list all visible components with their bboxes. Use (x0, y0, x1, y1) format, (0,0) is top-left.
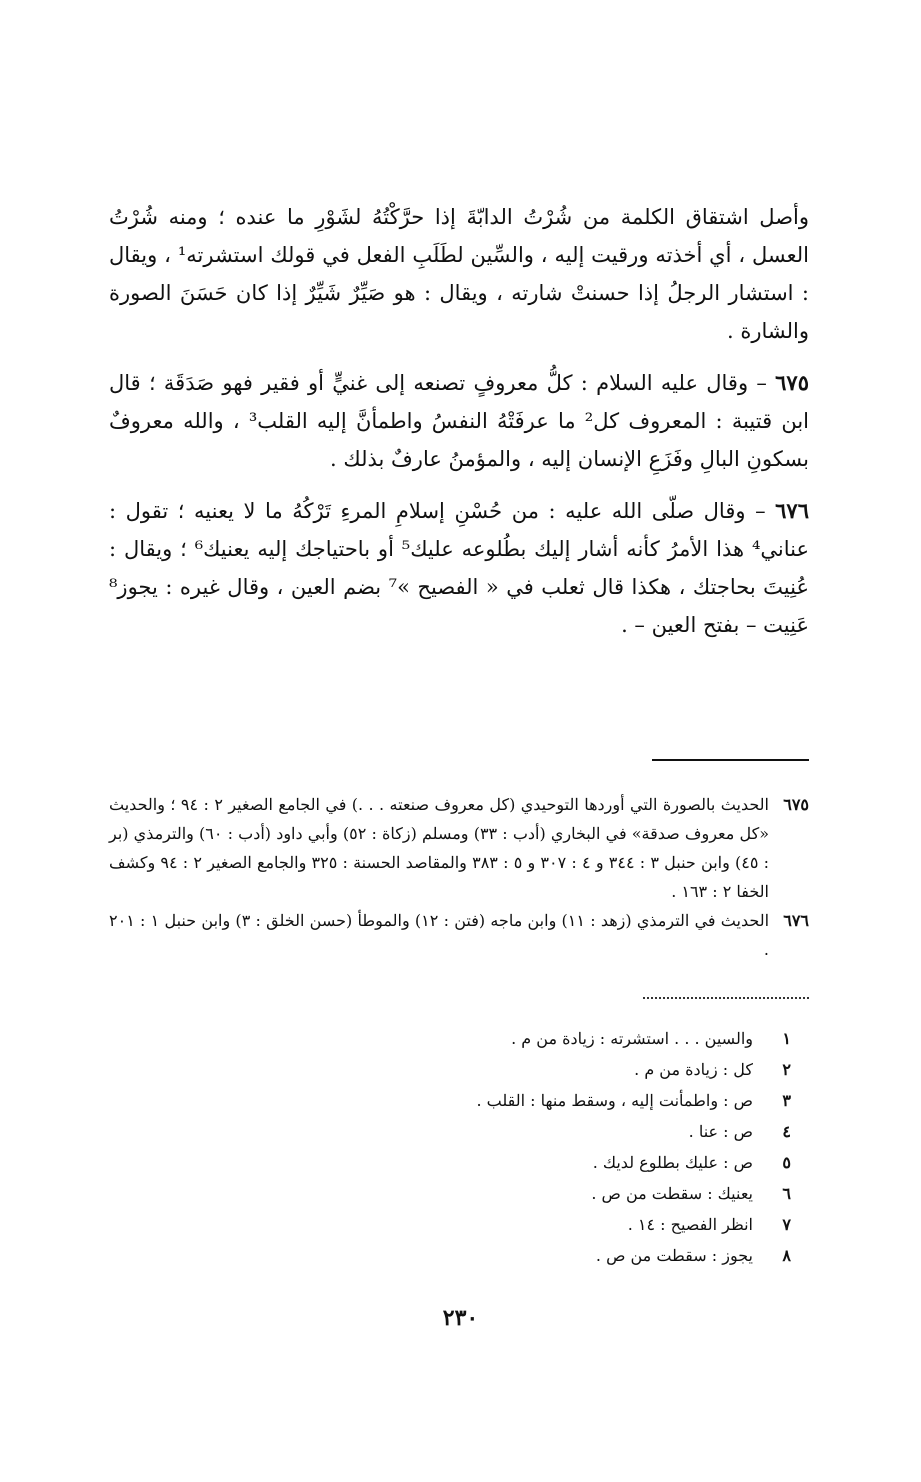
paragraph-675 (109, 364, 809, 478)
page-number: ٢٣٠ (442, 1305, 479, 1331)
footnote-number: ٤ (782, 1122, 791, 1141)
footnote-item (231, 1116, 791, 1147)
entry-text: – وقال صلّى الله عليه : من حُسْنِ إسلامِ المرءِ تَرْكُهُ ما لا يعنيه ؛ تقول : عناني⁴ هذا الأمرُ كأنه أشار إليك بطُلوعه عليك⁵ أو باحتياجك إليه يعنيك⁶ ؛ ويقال : عُنِيتَ بحاجتك ، هكذا قال ثعلب في « الفصيح »⁷ بضم العين ، وقال غيره : يجوز⁸ عَنِيت – بفتح العين – . (109, 499, 809, 637)
footnote-text: والسين . . . استشرته : زيادة من م . (511, 1029, 753, 1048)
footnote-text: كل : زيادة من م . (634, 1060, 753, 1079)
entry-number: ٦٧٥ (775, 370, 809, 395)
footnote-item (231, 1023, 791, 1054)
note-text: الحديث في الترمذي (زهد : ١١) وابن ماجه (فتن : ١٢) والموطأ (حسن الخلق : ٣) وابن حنبل ١ : ٢٠١ . (109, 911, 770, 959)
footnote-number: ٣ (782, 1091, 791, 1110)
main-text (109, 198, 809, 658)
footnote-item (231, 1209, 791, 1240)
footnote-text: ص : عليك بطلوع لديك . (592, 1153, 753, 1172)
paragraph-intro: وأصل اشتقاق الكلمة من شُرْتُ الدابّةَ إذا حرَّكْتُهُ لشَوْرِ ما عنده ؛ ومنه شُرْتُ العسل ، أي أخذته ورقيت إليه ، والسِّين لطَلَبِ الفعل في قولك استشرته¹ ، ويقال : استشار الرجلُ إذا حسنتْ شارته ، ويقال : هو صَيِّرٌ شَيِّرٌ إذا كان حَسَنَ الصورة والشارة . (109, 205, 809, 343)
footnote-text: يعنيك : سقطت من ص . (591, 1184, 753, 1203)
note-675 (109, 790, 809, 906)
footnote-item (231, 1054, 791, 1085)
footnote-item (231, 1085, 791, 1116)
note-text: الحديث بالصورة التي أوردها التوحيدي (كل معروف صنعته . . .) في الجامع الصغير ٢ : ٩٤ ؛ والحديث «كل معروف صدقة» في البخاري (أدب : ٣٣) ومسلم (زكاة : ٥٢) وأبي داود (أدب : ٦٠) والترمذي (بر : ٤٥) وابن حنبل ٣ : ٣٤٤ و ٤ : ٣٠٧ و ٥ : ٣٨٣ والمقاصد الحسنة : ٣٢٥ والجامع الصغير ٢ : ٩٤ وكشف الخفا ٢ : ١٦٣ . (109, 795, 770, 901)
entry-number: ٦٧٦ (775, 498, 809, 523)
footnotes-list (231, 1023, 791, 1271)
footnote-number: ١ (782, 1029, 791, 1048)
footnote-number: ٦ (782, 1184, 791, 1203)
footnotes-separator (643, 997, 809, 999)
note-number: ٦٧٥ (783, 795, 809, 814)
entry-text: – وقال عليه السلام : كلُّ معروفٍ تصنعه إلى غنيٍّ أو فقير فهو صَدَقَة ؛ قال ابن قتيبة : المعروف كل² ما عرفَتْهُ النفسُ واطمأنَّ إليه القلب³ ، والله معروفٌ بسكونِ البالِ وفَزَعِ الإنسان إليه ، والمؤمنُ عارفٌ بذلك . (109, 371, 809, 471)
footnote-item (231, 1240, 791, 1271)
note-number: ٦٧٦ (783, 911, 809, 930)
footnote-number: ٥ (782, 1153, 791, 1172)
footnote-number: ٢ (782, 1060, 791, 1079)
footnote-item (231, 1147, 791, 1178)
footnote-number: ٨ (782, 1246, 791, 1265)
paragraph-676 (109, 492, 809, 644)
note-676 (109, 906, 809, 964)
hadith-notes (109, 790, 809, 964)
notes-separator (652, 759, 809, 761)
footnote-text: يجوز : سقطت من ص . (595, 1246, 753, 1265)
footnote-text: ص : عنا . (688, 1122, 753, 1141)
footnote-number: ٧ (782, 1215, 791, 1234)
footnote-text: انظر الفصيح : ١٤ . (627, 1215, 753, 1234)
footnote-text: ص : واطمأنت إليه ، وسقط منها : القلب . (476, 1091, 753, 1110)
footnote-item (231, 1178, 791, 1209)
